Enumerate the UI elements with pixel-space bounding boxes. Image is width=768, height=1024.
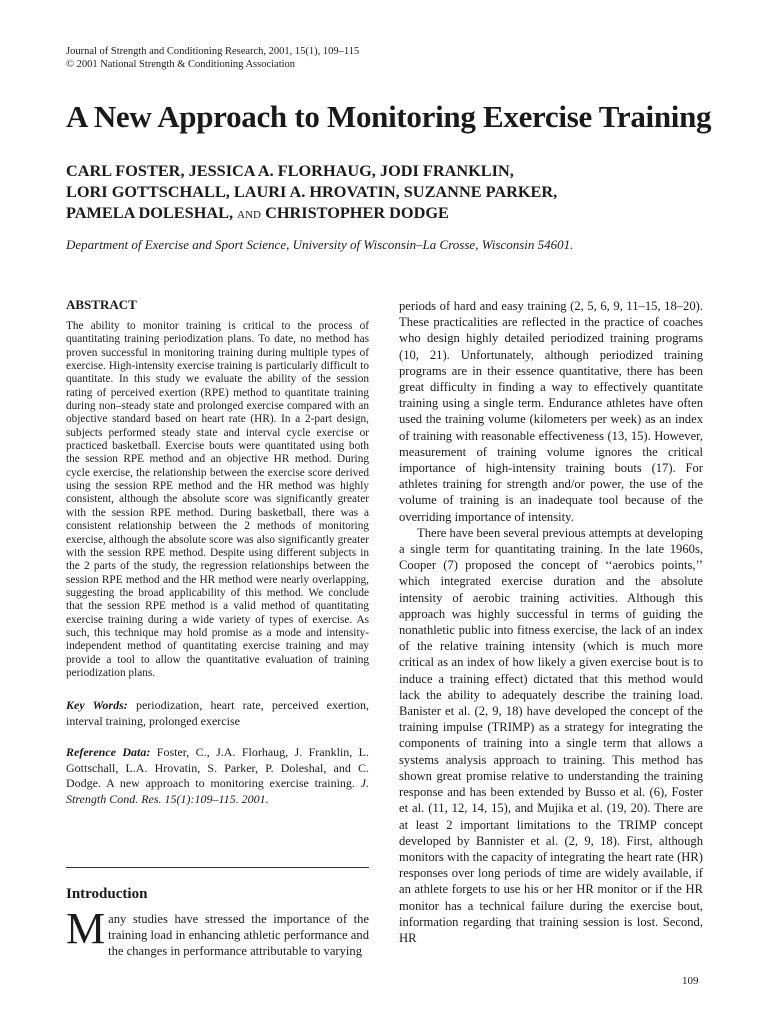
journal-citation-line: Journal of Strength and Conditioning Research, 2001, 15(1), 109–115 — [66, 46, 360, 57]
right-column — [399, 298, 703, 946]
body-paragraph: periods of hard and easy training (2, 5, 6, 9, 11–15, 18–20). These practicalities are reflected in the practice of coaches who design highly detailed periodized training programs (10, 21). Unfortunately, although periodized training programs are in their essence quantitative, there has been great difficulty in finding a way to effectively quantitate training using a single term. Endurance athletes have often used the training volume (kilometers per week) as an index of training with reasonable effectiveness (13, 15). However, measurement of training volume ignores the critical importance of high-intensity training bouts (17). For athletes training for strength and/or power, the use of the volume of training is an inadequate tool because of the overriding importance of intensity. — [399, 299, 703, 524]
author-names: CHRISTOPHER DODGE — [265, 203, 449, 222]
section-divider — [66, 867, 369, 868]
copyright-line: © 2001 National Strength & Conditioning Association — [66, 59, 296, 70]
page-number: 109 — [682, 975, 699, 987]
author-conjunction: and — [237, 206, 261, 222]
introduction-heading: Introduction — [66, 886, 148, 902]
drop-cap: M — [66, 904, 106, 953]
author-list — [66, 160, 557, 225]
left-column — [66, 297, 369, 807]
reference-data — [66, 745, 369, 807]
introduction-text — [66, 904, 369, 960]
abstract-heading: ABSTRACT — [66, 297, 137, 312]
reference-data-text: Foster, C., J.A. Florhaug, J. Franklin, L. Gottschall, L.A. Hrovatin, S. Parker, P. Doleshal, and C. Dodge. A new approach to monitoring exercise training. — [66, 745, 369, 791]
journal-header — [66, 45, 359, 71]
keywords — [66, 698, 369, 729]
affiliation: Department of Exercise and Sport Science, University of Wisconsin–La Crosse, Wisconsin 54601. — [66, 237, 574, 252]
article-title: A New Approach to Monitoring Exercise Training — [66, 99, 712, 134]
author-line: LORI GOTTSCHALL, LAURI A. HROVATIN, SUZANNE PARKER, — [66, 182, 558, 201]
abstract-body: The ability to monitor training is critical to the process of quantitating training periodization plans. To date, no method has proven successful in monitoring training during multiple types of exercise. High-intensity exercise training is particularly difficult to quantitate. In this study we evaluate the ability of the session rating of perceived exertion (RPE) method to quantitate training during non–steady state and prolonged exercise compared with an objective standard based on heart rate (HR). In a 2-part design, subjects performed steady state and interval cycle exercise or practiced basketball. Exercise bouts were quantitated using both the session RPE method and an objective HR method. During cycle exercise, the relationship between the exercise score derived using the session RPE method and the HR method was highly consistent, although the absolute score was significantly greater with the session RPE method. During basketball, there was a consistent relationship between the 2 methods of monitoring exercise, although the absolute score was also significantly greater with the session RPE method. Despite using different subjects in the 2 parts of the study, the regression relationships between the session RPE method and the HR method were nearly overlapping, suggesting the broad applicability of this method. We conclude that the session RPE method is a valid method of quantitating exercise training during a wide variety of types of exercise. As such, this technique may hold promise as a mode and intensity-independent method of quantitating exercise training and may provide a tool to allow the quantitative evaluation of training periodization plans. — [66, 320, 369, 679]
reference-data-label: Reference Data: — [66, 745, 151, 760]
body-paragraph: There have been several previous attempts at developing a single term for quantitating training. In the late 1960s, Cooper (7) proposed the concept of ‘‘aerobics points,’’ which integrated exercise duration and the absolute intensity of aerobic training activities. Although this approach was highly successful in terms of guiding the nonathletic public into fitness exercise, the lack of an index of the relative training intensity (which is much more critical as an index of how likely a given exercise bout is to induce a training effect) dictated that this method would lack the ability to adequately describe the training load. Banister et al. (2, 9, 18) have developed the concept of the training impulse (TRIMP) as a strategy for integrating the components of training into a single term that allows a systems analysis approach to training. This method has shown great promise relative to understanding the training response and has been extended by Busso et al. (6), Foster et al. (11, 12, 14, 15), and Mujika et al. (19, 20). There are at least 2 important limitations to the TRIMP concept developed by Bannister et al. (2, 9, 18). First, although monitors with the capacity of integrating the heart rate (HR) responses over long periods of time are widely available, if an athlete forgets to use his or her HR monitor or if the HR monitor has a technical failure during the exercise bout, information regarding that training session is lost. Second, HR — [399, 525, 703, 945]
reference-citation: J. Strength Cond. Res. 15(1):109–115. 2001. — [66, 776, 369, 806]
introduction-body: any studies have stressed the importance of the training load in enhancing athletic performance and the changes in performance attributable to varying — [108, 912, 369, 959]
author-line — [66, 202, 557, 225]
keywords-text: periodization, heart rate, perceived exertion, interval training, prolonged exercise — [66, 698, 369, 728]
author-names: PAMELA DOLESHAL, — [66, 203, 234, 222]
keywords-label: Key Words: — [66, 698, 128, 713]
author-line: CARL FOSTER, JESSICA A. FLORHAUG, JODI FRANKLIN, — [66, 161, 514, 180]
